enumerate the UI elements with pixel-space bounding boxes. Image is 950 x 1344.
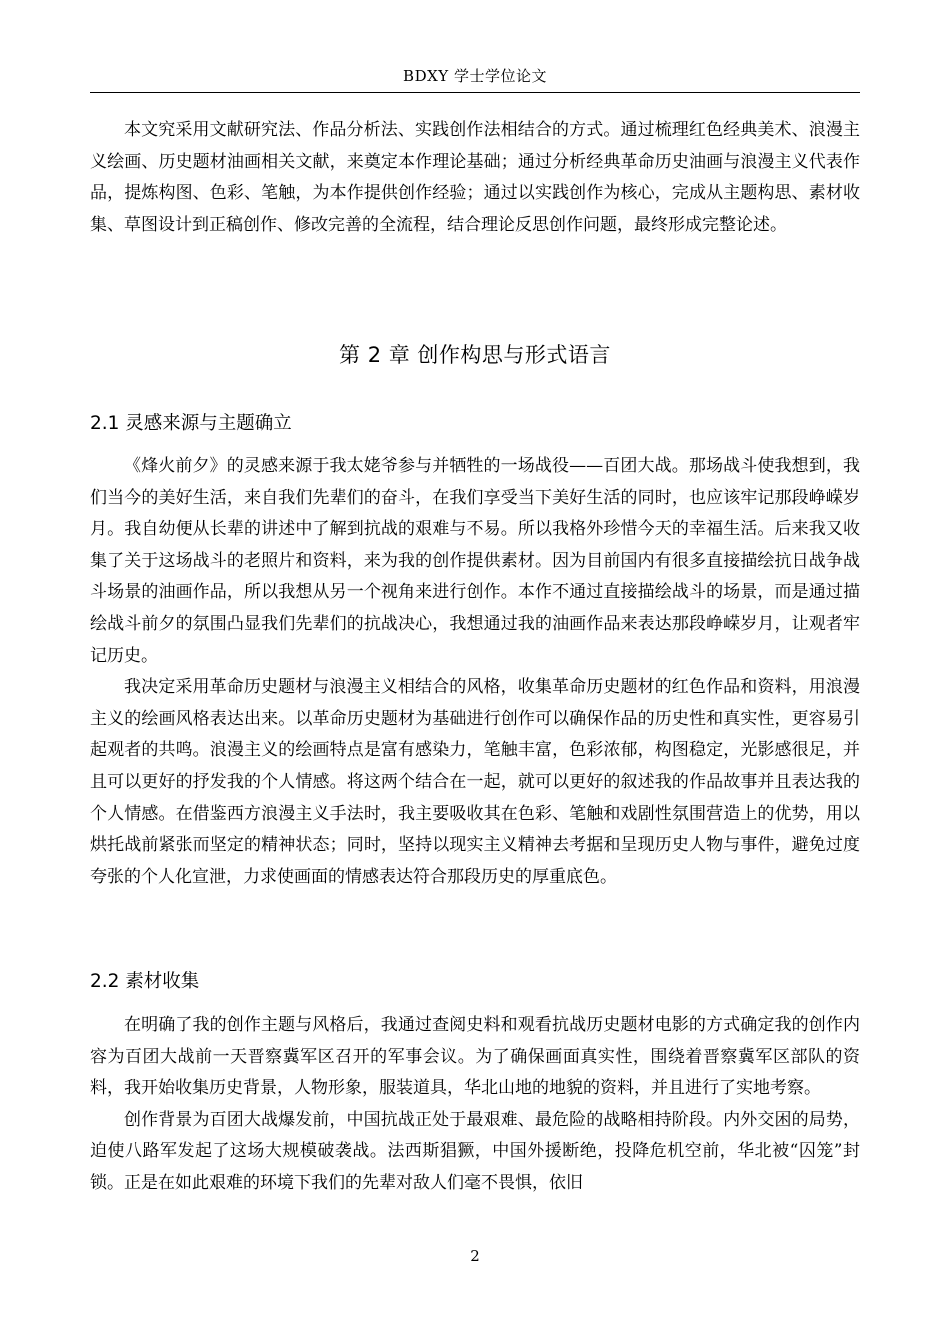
intro-paragraph: 本文究采用文献研究法、作品分析法、实践创作法相结合的方式。通过梳理红色经典美术、浪漫主义绘画、历史题材油画相关文献，来奠定本作理论基础；通过分析经典革命历史油画与浪漫主义代表作品，提炼构图、色彩、笔触，为本作提供创作经验；通过以实践创作为核心，完成从主题构思、素材收集、草图设计到正稿创作、修改完善的全流程，结合理论反思创作问题，最终形成完整论述。 — [90, 120, 860, 235]
section-body-2-1 — [90, 451, 860, 893]
section-heading-2-2: 2.2 素材收集 — [90, 971, 200, 992]
body-paragraph: 在明确了我的创作主题与风格后，我通过查阅史料和观看抗战历史题材电影的方式确定我的创作内容为百团大战前一天晋察冀军区召开的军事会议。为了确保画面真实性，围绕着晋察冀军区部队的资料，我开始收集历史背景，人物形象，服装道具，华北山地的地貌的资料，并且进行了实地考察。 — [90, 1015, 860, 1099]
body-paragraph: 《烽火前夕》的灵感来源于我太姥爷参与并牺牲的一场战役——百团大战。那场战斗使我想到，我们当今的美好生活，来自我们先辈们的奋斗，在我们享受当下美好生活的同时，也应该牢记那段峥嵘岁月。我自幼便从长辈的讲述中了解到抗战的艰难与不易。所以我格外珍惜今天的幸福生活。后来我又收集了关于这场战斗的老照片和资料，来为我的创作提供素材。因为目前国内有很多直接描绘抗日战争战斗场景的油画作品，所以我想从另一个视角来进行创作。本作不通过直接描绘战斗的场景，而是通过描绘战斗前夕的氛围凸显我们先辈们的抗战决心，我想通过我的油画作品来表达那段峥嵘岁月，让观者牢记历史。 — [90, 456, 860, 666]
body-paragraph: 我决定采用革命历史题材与浪漫主义相结合的风格，收集革命历史题材的红色作品和资料，用浪漫主义的绘画风格表达出来。以革命历史题材为基础进行创作可以确保作品的历史性和真实性，更容易引起观者的共鸣。浪漫主义的绘画特点是富有感染力，笔触丰富，色彩浓郁，构图稳定，光影感很足，并且可以更好的抒发我的个人情感。将这两个结合在一起，就可以更好的叙述我的作品故事并且表达我的个人情感。在借鉴西方浪漫主义手法时，我主要吸收其在色彩、笔触和戏剧性氛围营造上的优势，用以烘托战前紧张而坚定的精神状态；同时，坚持以现实主义精神去考据和呈现历史人物与事件，避免过度夸张的个人化宣泄，力求使画面的情感表达符合那段历史的厚重底色。 — [90, 677, 860, 887]
page-header: BDXY 学士学位论文 — [403, 67, 547, 85]
body-paragraph: 创作背景为百团大战爆发前，中国抗战正处于最艰难、最危险的战略相持阶段。内外交困的局势，迫使八路军发起了这场大规模破袭战。法西斯猖獗，中国外援断绝，投降危机空前，华北被“囚笼”封锁。正是在如此艰难的环境下我们的先辈对敌人们毫不畏惧，依旧 — [90, 1109, 860, 1193]
chapter-title: 第 2 章 创作构思与形式语言 — [339, 343, 611, 367]
page-number: 2 — [470, 1247, 480, 1265]
section-heading-2-1: 2.1 灵感来源与主题确立 — [90, 413, 292, 434]
intro-section — [90, 115, 860, 241]
header-divider — [90, 92, 860, 93]
section-body-2-2 — [90, 1010, 860, 1200]
